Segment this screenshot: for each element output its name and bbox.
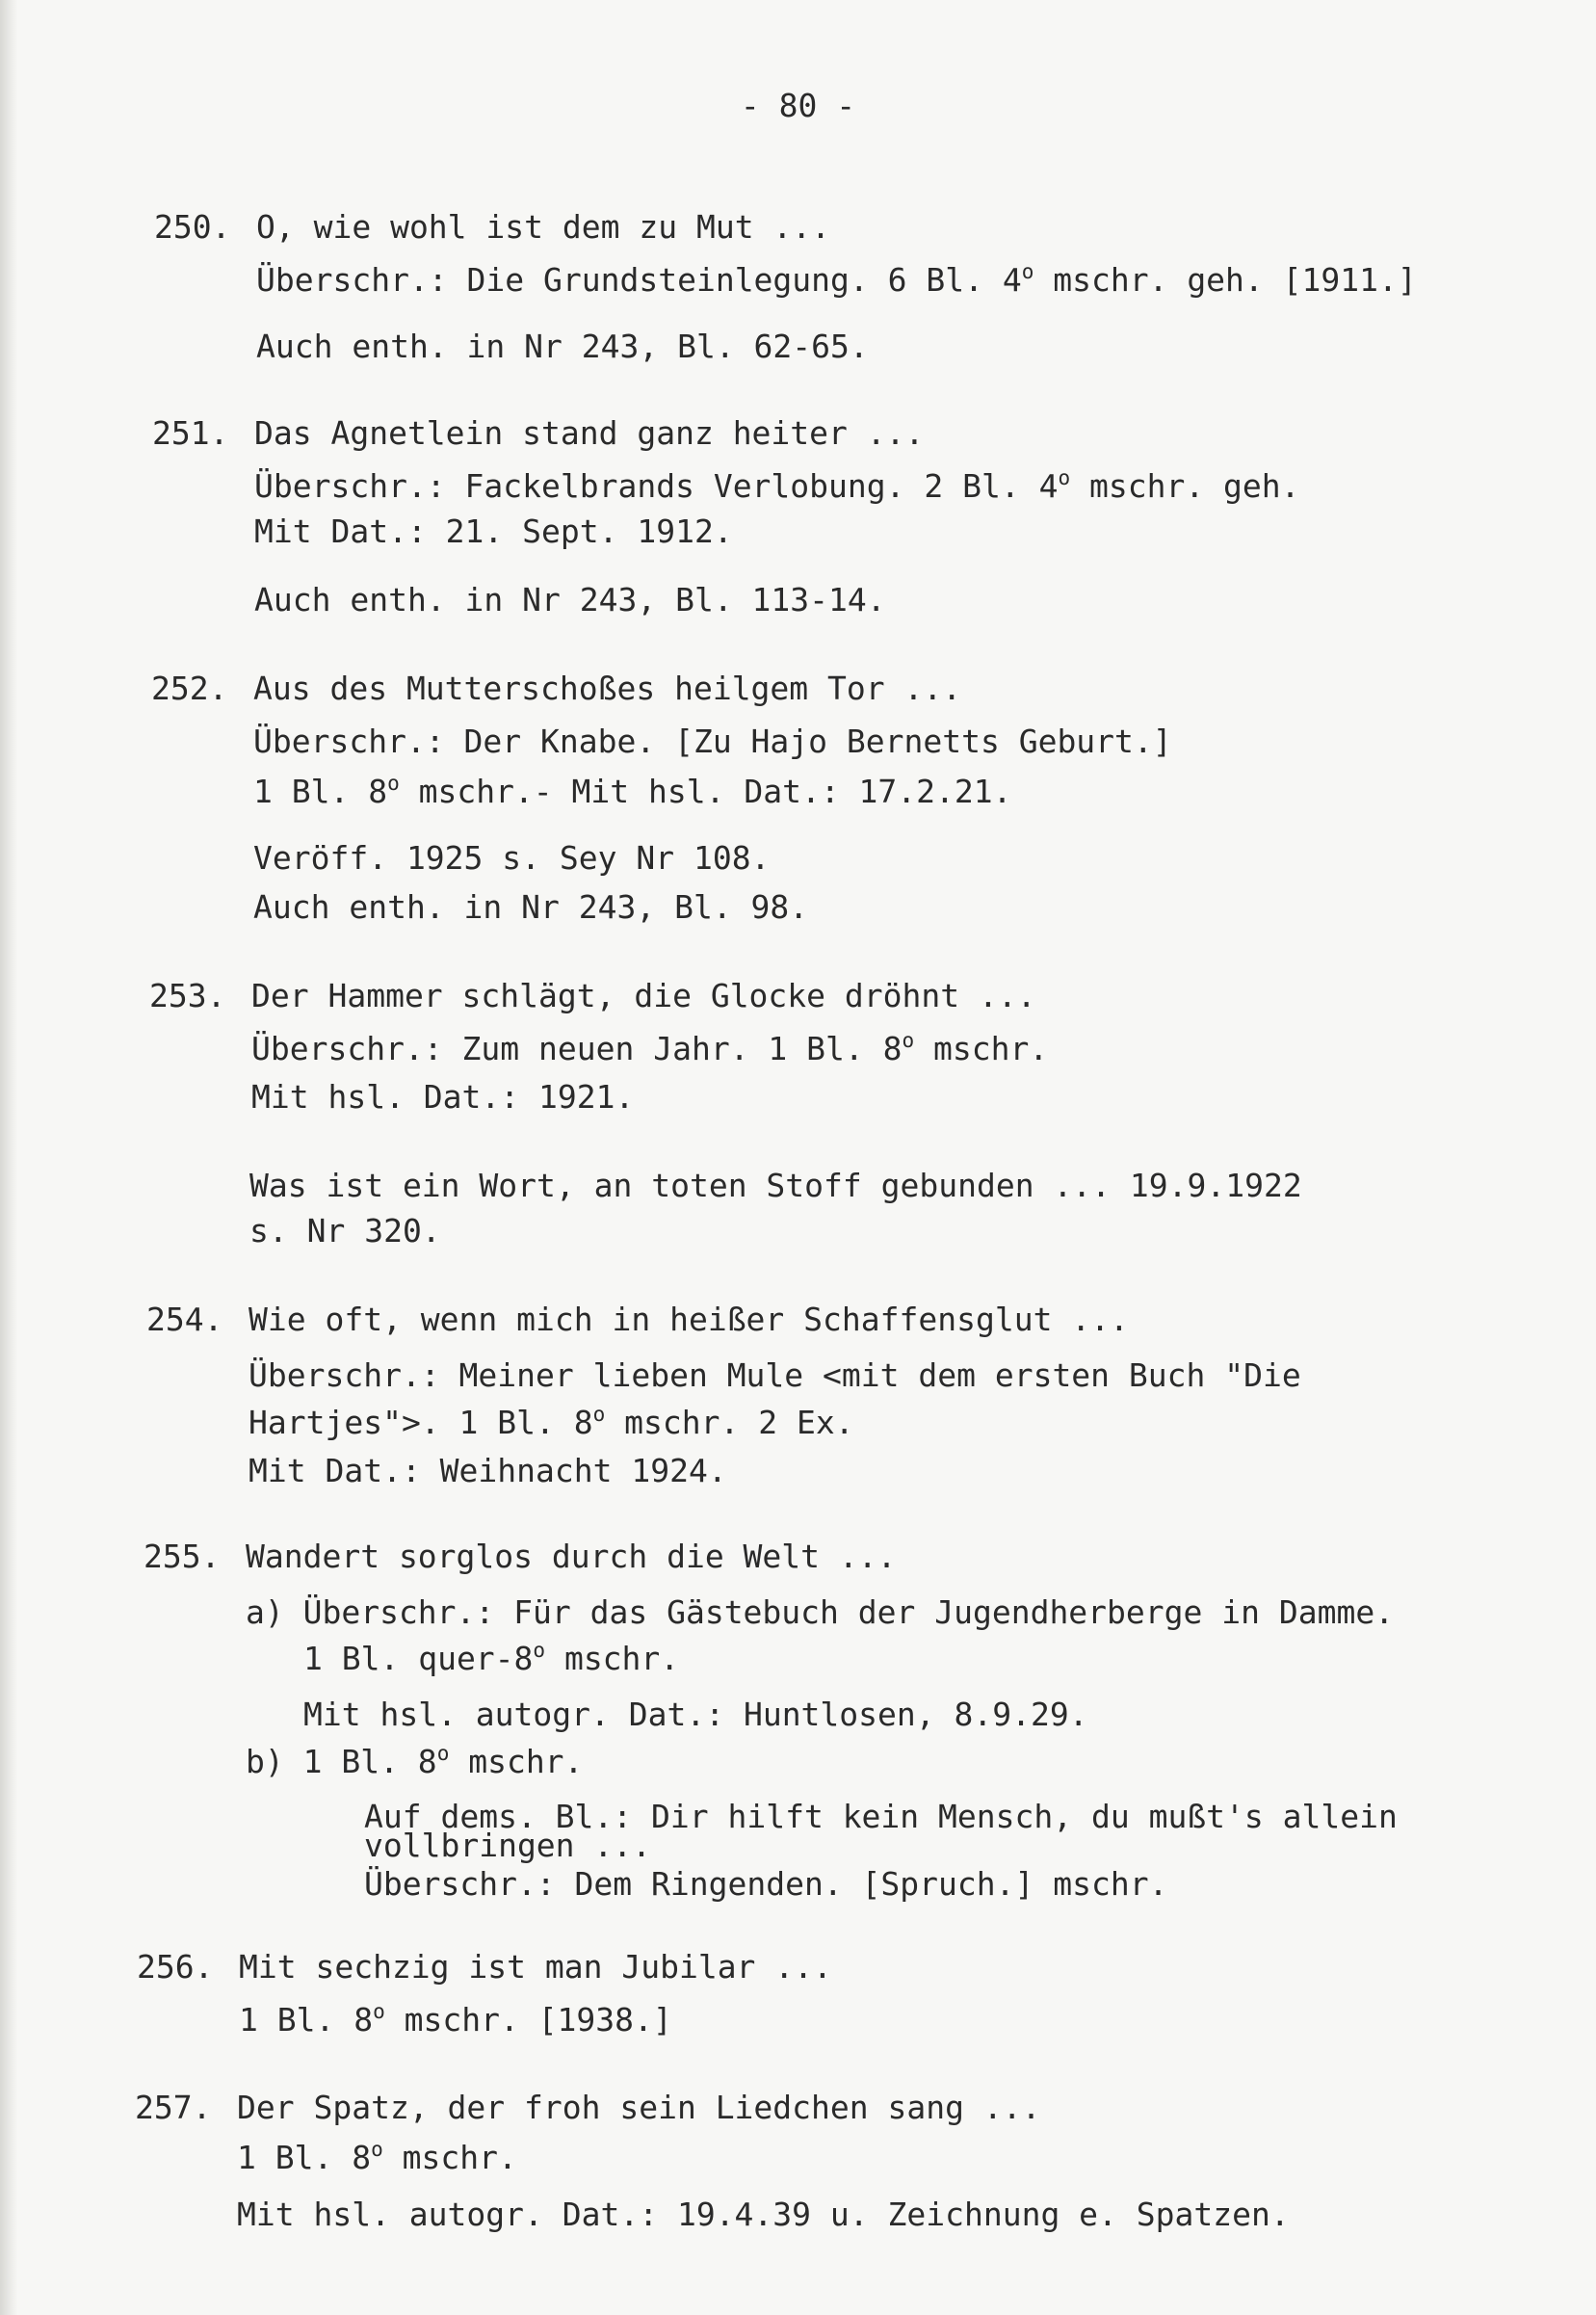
entry-title: Mit sechzig ist man Jubilar ... xyxy=(239,1948,832,1986)
entry-line: Auch enth. in Nr 243, Bl. 113-14. xyxy=(254,581,886,618)
entry-title: Der Hammer schlägt, die Glocke dröhnt ... xyxy=(251,977,1036,1014)
entry-line: Hartjes">. 1 Bl. 8$^o$ mschr. 2 Ex. xyxy=(249,1403,854,1441)
entry-number: 255. xyxy=(144,1538,221,1575)
entry-line: Überschr.: Der Knabe. [Zu Hajo Bernetts Geburt.] xyxy=(253,723,1172,760)
entry-number: 257. xyxy=(135,2089,212,2126)
entry-line: vollbringen ... xyxy=(364,1827,652,1864)
entry-line: Überschr.: Meiner lieben Mule <mit dem ersten Buch "Die xyxy=(249,1356,1301,1394)
entry-line: Überschr.: Die Grundsteinlegung. 6 Bl. 4$^o$ mschr. geh. [1911.] xyxy=(256,260,1417,299)
entry-number: 251. xyxy=(152,414,229,452)
entry-line: Mit hsl. Dat.: 1921. xyxy=(251,1078,635,1116)
entry-line: Überschr.: Dem Ringenden. [Spruch.] mschr. xyxy=(364,1865,1168,1903)
entry-title: Wie oft, wenn mich in heißer Schaffensglut ... xyxy=(249,1301,1129,1338)
entry-number: 253. xyxy=(149,977,226,1014)
entry-number: 250. xyxy=(154,208,231,246)
entry-title: Das Agnetlein stand ganz heiter ... xyxy=(254,414,925,452)
entry-line: Mit hsl. autogr. Dat.: 19.4.39 u. Zeichnung e. Spatzen. xyxy=(237,2196,1290,2233)
entry-title: Der Spatz, der froh sein Liedchen sang ... xyxy=(237,2089,1041,2126)
entry-line: Überschr.: Fackelbrands Verlobung. 2 Bl. 4$^o$ mschr. geh. xyxy=(254,466,1300,505)
entry-line: Mit hsl. autogr. Dat.: Huntlosen, 8.9.29. xyxy=(303,1696,1088,1733)
entry-number: 254. xyxy=(146,1301,223,1338)
entry-line: Mit Dat.: 21. Sept. 1912. xyxy=(254,513,733,550)
entry-line: Auch enth. in Nr 243, Bl. 98. xyxy=(253,888,809,926)
entry-line: a) Überschr.: Für das Gästebuch der Jugendherberge in Damme. xyxy=(246,1593,1395,1631)
entry-number: 256. xyxy=(137,1948,214,1986)
entry-line: Auch enth. in Nr 243, Bl. 62-65. xyxy=(256,328,869,365)
entry-line: Veröff. 1925 s. Sey Nr 108. xyxy=(253,839,771,877)
entry-line: 1 Bl. 8$^o$ mschr.- Mit hsl. Dat.: 17.2.21. xyxy=(253,772,1012,810)
entry-line: Auf dems. Bl.: Dir hilft kein Mensch, du mußt's allein xyxy=(364,1798,1398,1835)
page-number: - 80 - xyxy=(740,87,856,124)
entry-line: Mit Dat.: Weihnacht 1924. xyxy=(249,1452,727,1489)
entry-title: Aus des Mutterschoßes heilgem Tor ... xyxy=(253,670,962,707)
entry-line: s. Nr 320. xyxy=(249,1212,441,1250)
entry-line: 1 Bl. 8$^o$ mschr. xyxy=(237,2138,517,2176)
entry-line: Was ist ein Wort, an toten Stoff gebunden ... 19.9.1922 xyxy=(249,1167,1302,1204)
entry-number: 252. xyxy=(151,670,228,707)
entry-line: 1 Bl. 8$^o$ mschr. [1938.] xyxy=(239,2000,672,2039)
page-edge-shadow xyxy=(0,0,17,2315)
entry-line: 1 Bl. quer-8$^o$ mschr. xyxy=(303,1639,680,1677)
entry-line: Überschr.: Zum neuen Jahr. 1 Bl. 8$^o$ mschr. xyxy=(251,1029,1049,1067)
entry-title: Wandert sorglos durch die Welt ... xyxy=(246,1538,897,1575)
entry-title: O, wie wohl ist dem zu Mut ... xyxy=(256,208,831,246)
entry-line: b) 1 Bl. 8$^o$ mschr. xyxy=(246,1742,584,1780)
